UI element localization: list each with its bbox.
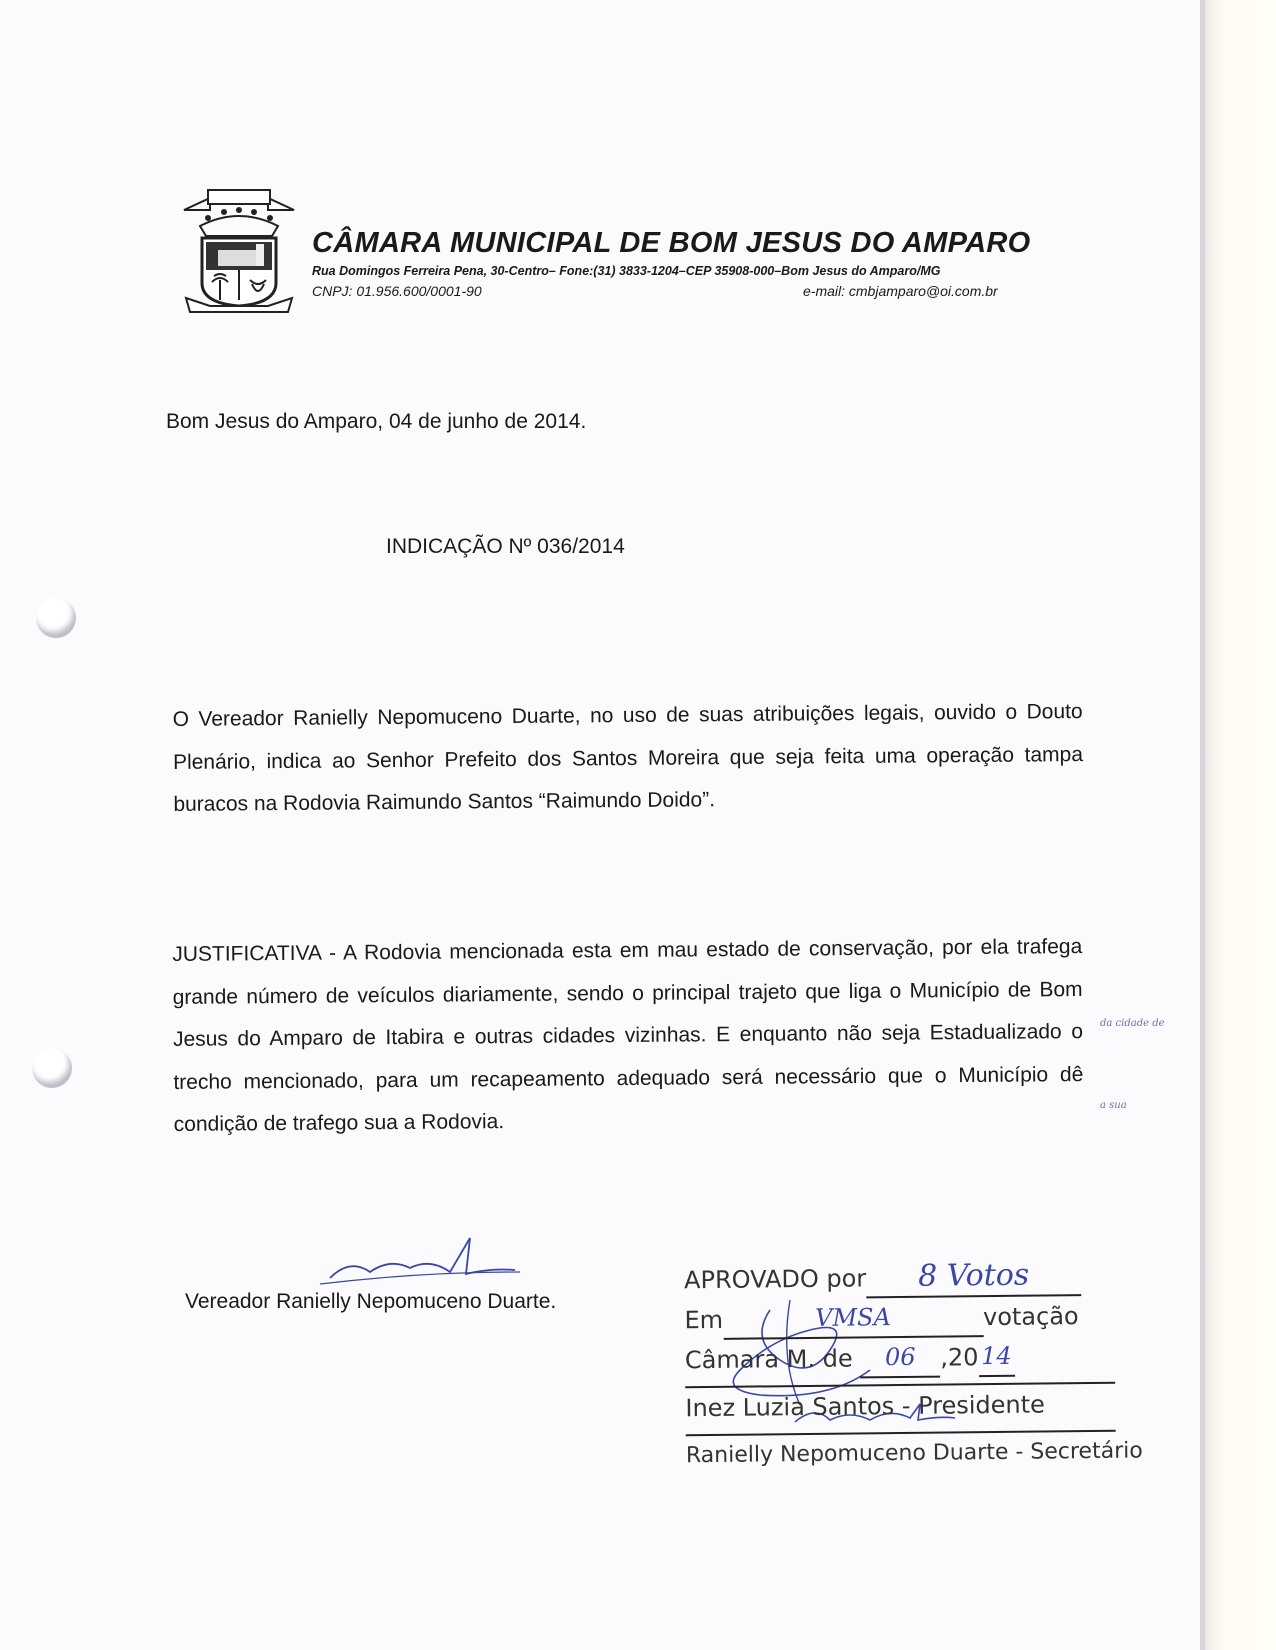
year-value: 14: [978, 1337, 1014, 1377]
president-name: Inez Luzia Santos - Presidente: [685, 1390, 1045, 1423]
punch-hole: [36, 598, 76, 638]
em-label: Em: [684, 1305, 724, 1335]
year-prefix: ,20: [940, 1343, 979, 1372]
punch-hole: [32, 1048, 72, 1088]
month-value: 06: [860, 1338, 940, 1379]
institution-email: e-mail: cmbjamparo@oi.com.br: [803, 283, 998, 299]
document-date: Bom Jesus do Amparo, 04 de junho de 2014.: [166, 410, 587, 433]
approved-votes: 8 Votos: [866, 1256, 1081, 1298]
approval-stamp: [683, 1256, 1143, 1476]
institution-cnpj: CNPJ: 01.956.600/0001-90: [312, 283, 482, 299]
session-value: VMSA: [723, 1297, 983, 1340]
municipal-coat-of-arms-logo: [180, 188, 298, 318]
paper-edge: [1205, 0, 1276, 1650]
body-paragraph: O Vereador Ranielly Nepomuceno Duarte, no uso de suas atribuições legais, ouvido o Douto Plenário, indica ao Senhor Prefeito dos Santos Moreira que seja feita uma operação tampa buracos na Rodovia Raimundo Santos “Raimundo Doido”.: [172, 700, 1084, 816]
camara-label: Câmara M. de: [684, 1344, 853, 1375]
signature-line: Vereador Ranielly Nepomuceno Duarte.: [185, 1290, 557, 1313]
institution-title: CÂMARA MUNICIPAL DE BOM JESUS DO AMPARO: [312, 227, 1031, 259]
handwritten-insert: da cidade de: [1100, 1018, 1165, 1029]
secretary-name: Ranielly Nepomuceno Duarte - Secretário: [685, 1438, 1143, 1469]
handwritten-insert: a sua: [1100, 1100, 1127, 1111]
justification-paragraph: JUSTIFICATIVA - A Rodovia mencionada esta em mau estado de conservação, por ela trafega grande número de veículos diariamente, sendo o principal trajeto que liga o Município de Bom Jesus do Amparo de Itabira e outras cidades vizinhas. E enquanto não seja Estadualizado o trecho mencionado, para um recapeamento adequado será necessário que o Município dê condição de trafego sua a Rodovia.: [172, 935, 1084, 1136]
votacao-label: votação: [982, 1302, 1079, 1332]
institution-address: Rua Domingos Ferreira Pena, 30-Centro– Fone:(31) 3833-1204–CEP 35908-000–Bom Jesus do Amparo/MG: [312, 264, 941, 278]
councilor-signature: [320, 1228, 520, 1288]
approved-label: APROVADO por: [683, 1264, 867, 1295]
document-number: INDICAÇÃO Nº 036/2014: [386, 535, 625, 558]
